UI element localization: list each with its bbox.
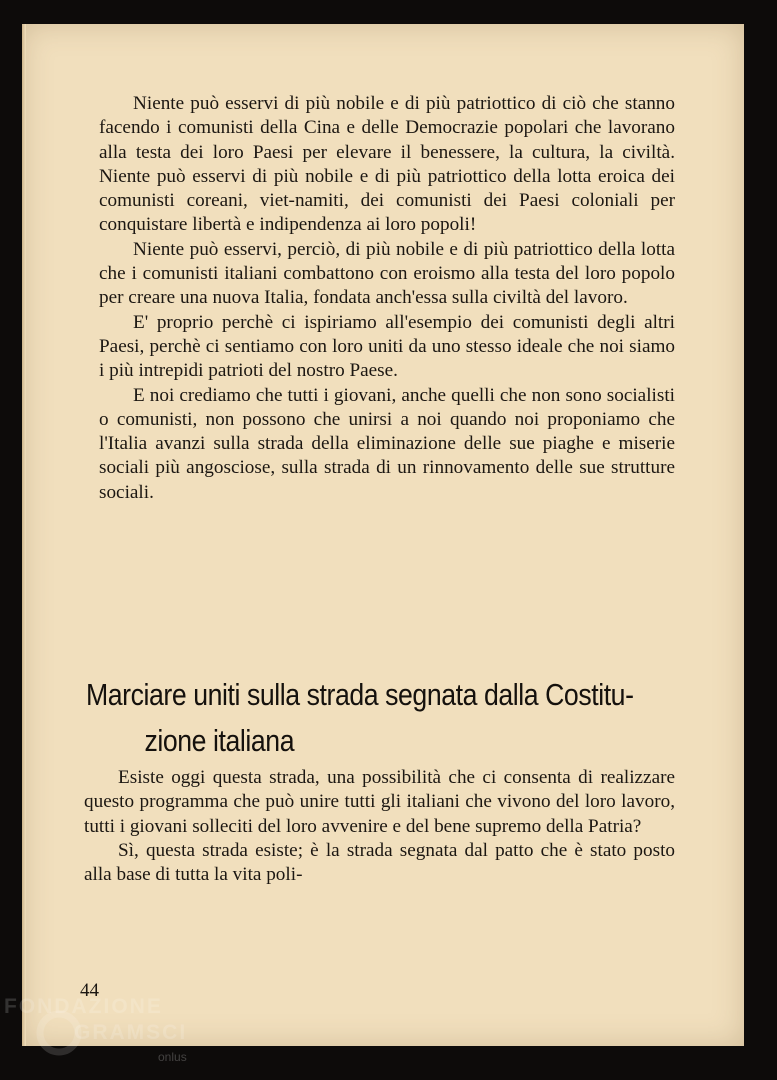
watermark-line-2: GRAMSCI [74, 1021, 188, 1044]
section-heading [86, 672, 679, 764]
paragraph: Esiste oggi questa strada, una possibilità che ci consenta di realizzare questo programma che può unire tutti gli italiani che vivono del loro lavoro, tutti i giovani solleciti del loro avvenire e del bene supremo della Patria? [84, 767, 675, 837]
paragraph: Niente può esservi di più nobile e di più patriottico di ciò che stanno facendo i comunisti della Cina e delle Democrazie popolari che lavorano alla testa dei loro Paesi per elevare il benessere, la cultura, la civiltà. Niente può esservi di più nobile e di più patriottico della lotta eroica dei comunisti coreani, viet-namiti, dei comunisti dei Paesi coloniali per conquistare libertà e indipendenza ai loro popoli! [99, 93, 675, 236]
paragraph: E noi crediamo che tutti i giovani, anche quelli che non sono socialisti o comunisti, non possono che unirsi a noi quando noi proponiamo che l'Italia avanzi sulla strada della eliminazione delle sue piaghe e miserie sociali più angosciose, sulla strada di un rinnovamento delle sue strutture sociali. [99, 384, 675, 503]
paragraph: Sì, questa strada esiste; è la strada segnata dal patto che è stato posto alla base di tutta la vita poli- [84, 839, 675, 886]
page-edge [22, 24, 26, 1046]
heading-line-2: zione italiana [144, 723, 295, 758]
text-block-bottom [84, 766, 675, 887]
paragraph: Niente può esservi, perciò, di più nobile e di più patriottico della lotta che i comunisti italiani combattono con eroismo alla testa del loro popolo per creare una nuova Italia, fondata anch'essa sulla civiltà del lavoro. [99, 238, 675, 309]
text-block-top [99, 92, 675, 505]
paragraph: E' proprio perchè ci ispiriamo all'esempio dei comunisti degli altri Paesi, perchè ci sentiamo con loro uniti da uno stesso ideale che noi siamo i più intrepidi patrioti del nostro Paese. [99, 311, 675, 382]
watermark [4, 994, 187, 1046]
page-number: 44 [80, 980, 99, 1001]
heading-line-1: Marciare uniti sulla strada segnata dalla Costitu- [86, 677, 634, 712]
watermark-onlus: onlus [158, 1050, 187, 1064]
watermark-line-1: FONDAZIONE [4, 995, 163, 1018]
book-page [22, 24, 744, 1046]
